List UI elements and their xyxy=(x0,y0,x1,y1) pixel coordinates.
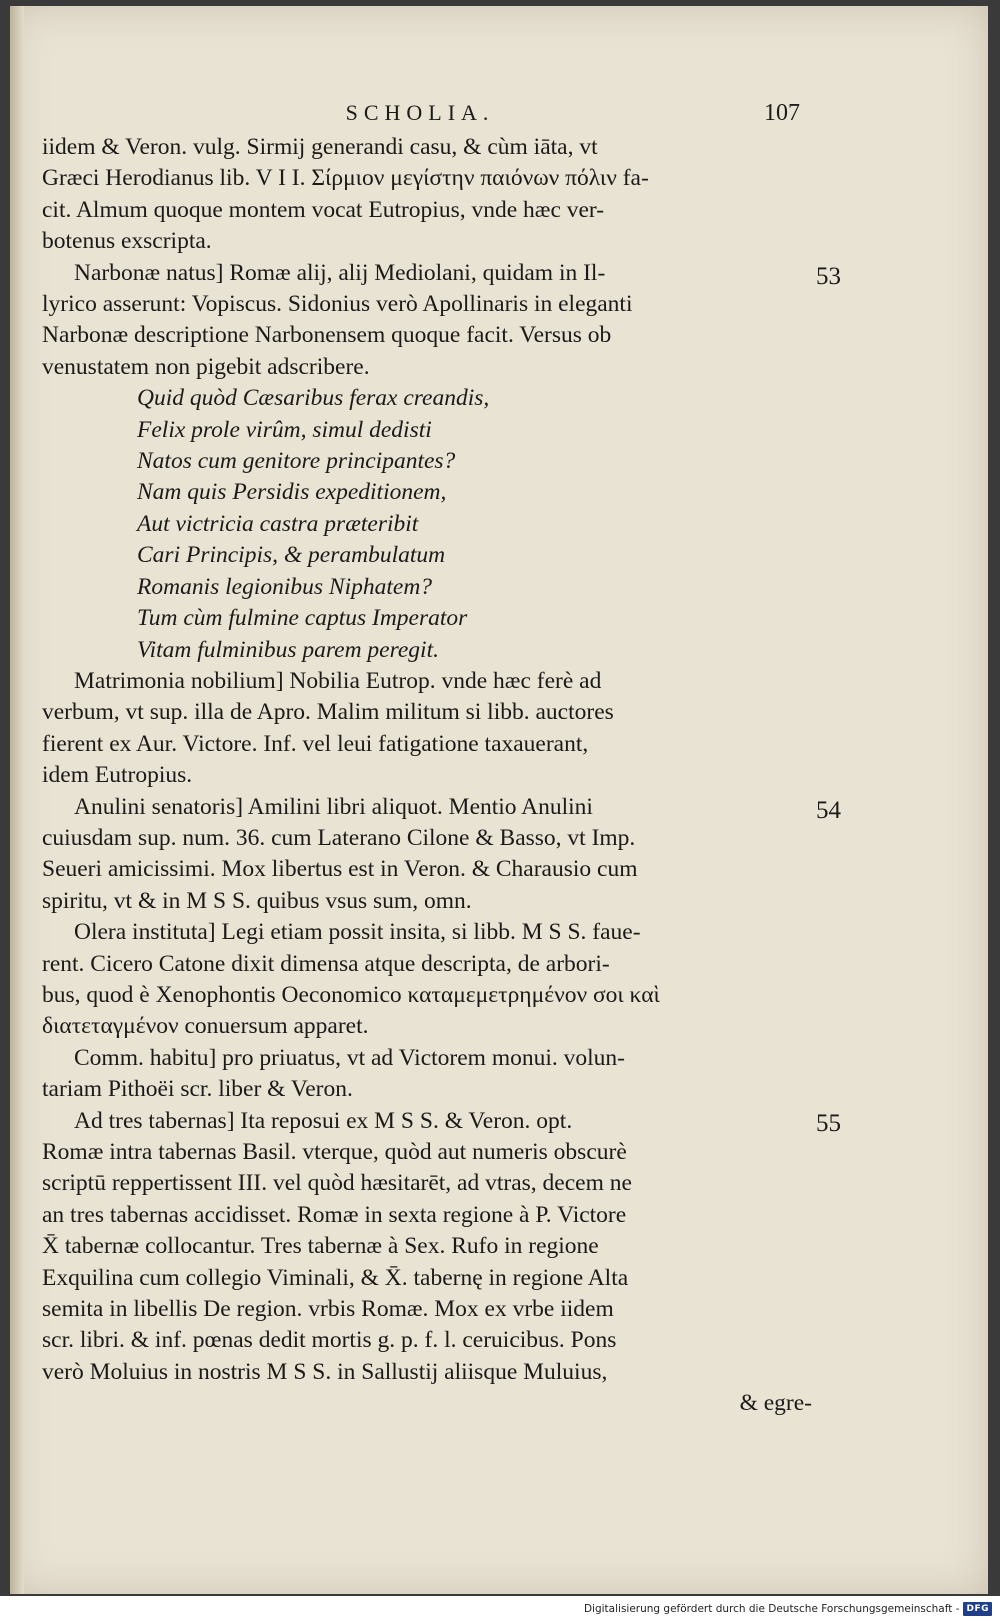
text-line: semita in libellis De region. vrbis Romæ. Mox ex vrbe iidem xyxy=(42,1296,614,1323)
text-line: tariam Pithoëi scr. liber & Veron. xyxy=(42,1076,353,1103)
verse-line: Aut victricia castra præteribit xyxy=(137,510,419,537)
text-line: Narbonæ descriptione Narbonensem quoque facit. Versus ob xyxy=(42,322,612,349)
verse-line: Natos cum genitore principantes? xyxy=(137,448,456,475)
verse-line: Tum cùm fulmine captus Imperator xyxy=(137,605,468,632)
margin-number: 53 xyxy=(816,263,841,290)
text-line: Ad tres tabernas] Ita reposui ex M S S. & Veron. opt. xyxy=(74,1107,573,1134)
text-line: iidem & Veron. vulg. Sirmij generandi casu, & cùm iāta, vt xyxy=(42,134,598,160)
footer-credit: Digitalisierung gefördert durch die Deutsche Forschungsgemeinschaft - xyxy=(583,1603,960,1615)
margin-number: 54 xyxy=(816,797,841,824)
text-line: botenus exscripta. xyxy=(42,228,212,255)
verse-line: Vitam fulminibus parem peregit. xyxy=(137,636,439,663)
text-line: Græci Herodianus lib. V I I. Σίρμιον μεγίστην παιόνων πόλιν fa- xyxy=(42,165,649,192)
page-header xyxy=(40,100,800,130)
text-line: an tres tabernas accidisset. Romæ in sexta regione à P. Victore xyxy=(42,1201,627,1228)
text-line: bus, quod è Xenophontis Oeconomico καταμεμετρημένον σοι καὶ xyxy=(42,981,660,1008)
catchword: & egre- xyxy=(739,1390,812,1417)
page-edge xyxy=(10,6,24,1594)
dfg-logo: DFG xyxy=(963,1602,992,1616)
text-line: Matrimonia nobilium] Nobilia Eutrop. vnde hæc ferè ad xyxy=(74,667,602,694)
verse-line: Quid quòd Cæsaribus ferax creandis, xyxy=(137,385,490,412)
text-line: verbum, vt sup. illa de Apro. Malim militum si libb. auctores xyxy=(42,699,614,726)
text-line: spiritu, vt & in M S S. quibus vsus sum, omn. xyxy=(42,887,472,914)
text-line: Comm. habitu] pro priuatus, vt ad Victorem monui. volun- xyxy=(74,1044,625,1071)
text-line: cuiusdam sup. num. 36. cum Laterano Cilone & Basso, vt Imp. xyxy=(42,824,636,851)
text-line: cit. Almum quoque montem vocat Eutropius, vnde hæc ver- xyxy=(42,196,605,223)
verse-line: Romanis legionibus Niphatem? xyxy=(137,573,433,600)
text-line: fierent ex Aur. Victore. Inf. vel leui fatigatione taxauerant, xyxy=(42,730,589,757)
text-line: Anulini senatoris] Amilini libri aliquot. Mentio Anulini xyxy=(74,793,593,820)
text-line: venustatem non pigebit adscribere. xyxy=(42,353,370,380)
page-number: 107 xyxy=(764,100,800,126)
text-line: scriptū reppertissent III. vel quòd hæsitarēt, ad vtras, decem ne xyxy=(42,1170,632,1197)
running-title: SCHOLIA. xyxy=(345,100,495,125)
text-line: X̄ tabernæ collocantur. Tres tabernæ à Sex. Rufo in regione xyxy=(42,1233,599,1260)
margin-number: 55 xyxy=(816,1110,841,1137)
text-line: Exquilina cum collegio Viminali, & X̄. tabernę in regione Alta xyxy=(42,1264,629,1291)
body-text xyxy=(42,132,812,1420)
verse-line: Cari Principis, & perambulatum xyxy=(137,542,446,569)
text-line: idem Eutropius. xyxy=(42,762,193,789)
text-line: verò Moluius in nostris M S S. in Sallustij aliisque Muluius, xyxy=(42,1358,608,1385)
text-line: lyrico asserunt: Vopiscus. Sidonius verò Apollinaris in eleganti xyxy=(42,291,633,318)
text-line: Seueri amicissimi. Mox libertus est in Veron. & Charausio cum xyxy=(42,856,638,883)
text-line: scr. libri. & inf. pœnas dedit mortis g. p. f. l. ceruicibus. Pons xyxy=(42,1327,617,1354)
text-line: Romæ intra tabernas Basil. vterque, quòd aut numeris obscurè xyxy=(42,1139,627,1165)
text-line: rent. Cicero Catone dixit dimensa atque descripta, de arbori- xyxy=(42,950,610,977)
text-line: Olera instituta] Legi etiam possit insita, si libb. M S S. faue- xyxy=(74,919,641,946)
verse-line: Nam quis Persidis expeditionem, xyxy=(137,479,447,506)
verse-line: Felix prole virûm, simul dedisti xyxy=(137,416,432,443)
text-line: Narbonæ natus] Romæ alij, alij Mediolani, quidam in Il- xyxy=(74,259,606,286)
digitization-footer xyxy=(584,1598,992,1620)
text-line: διατεταγμένον conuersum apparet. xyxy=(42,1013,369,1040)
